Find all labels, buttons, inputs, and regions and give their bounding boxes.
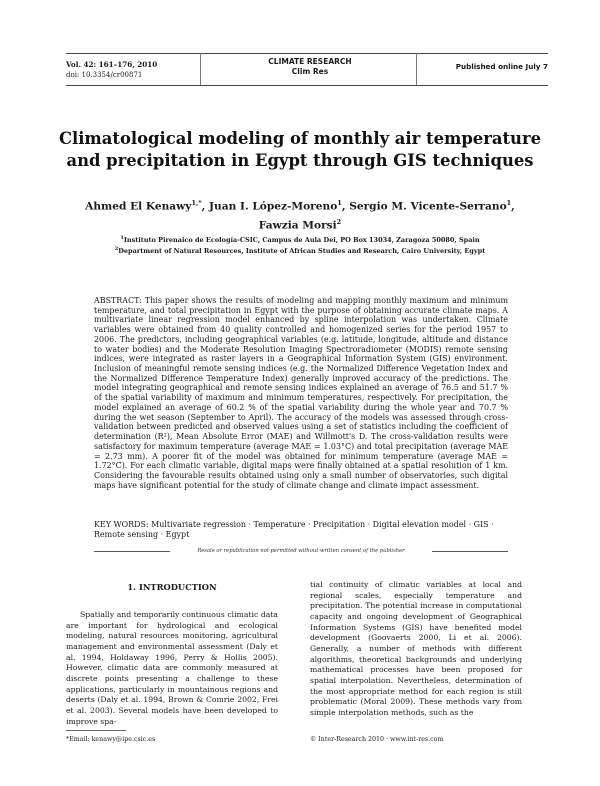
keywords <box>94 520 508 540</box>
keywords-text: Multivariate regression · Temperature · Precipitation · Digital elevation model · GIS · Remote sensing · Egypt <box>94 520 494 539</box>
journal-name: CLIMATE RESEARCH <box>268 57 352 66</box>
author-4-affil: 2 <box>336 217 342 226</box>
footnote-rule <box>66 730 126 731</box>
copyright: © Inter-Research 2010 · www.int-res.com <box>310 736 444 743</box>
author-1: Ahmed El Kenawy <box>85 200 192 213</box>
author-3-affil: 1 <box>506 199 512 207</box>
header-top-rule <box>66 53 548 54</box>
title-line-1: Climatological modeling of monthly air temperature <box>58 129 542 148</box>
notice-rule-right <box>432 551 508 552</box>
section-heading-introduction: 1. INTRODUCTION <box>127 582 217 592</box>
author-1-affil: 1,* <box>191 199 202 207</box>
abstract-text: This paper shows the results of modeling and mapping monthly maximum and minimum temperature, and total precipitation in Egypt with the purpose of obtaining accurate climate maps. A multivariate linear regression model enhanced by spline interpolation was undertaken. Climate variables were obtained from 40 quality controlled and homogenized series for the period 1957 to 2006. The predictors, including geographical variables (e.g. latitude, longitude, altitude and distance to water bodies) and the Moderate Resolution Imaging Spectroradiometer (MODIS) remote sensing indices, were integrated as raster layers in a Geographical Information System (GIS) environment. Inclusion of meaningful remote sensing indices (e.g. the Normalized Difference Vegetation Index and the Normalized Difference Temperature Index) generally improved accuracy of the predictions. The model integrating geographical and remote sensing indices explained an average of 76.5 and 51.7 % of the spatial variability of maximum and minimum temperatures, respectively. For precipitation, the model explained an average of 60.2 % of the spatial variability during the whole year and 70.7 % during the wet season (September to April). The accuracy of the models was assessed through cross-validation between predicted and observed values using a set of statistics including the coefficient of determination (R²), Mean Absolute Error (MAE) and Willmott's D. The cross-validation results were satisfactory for maximum temperature (average MAE = 1.03°C) and total precipitation (average MAE = 2.73 mm). A poorer fit of the model was obtained for minimum temperature (average MAE = 1.72°C). For each climatic variable, digital maps were finally obtained at a spatial resolution of 1 km. Considering the favourable results obtained using only a small number of observatories, such digital maps have significant potential for the study of climate change and climate impact assessment. <box>94 296 508 490</box>
doi: doi: 10.3354/cr00871 <box>66 71 143 79</box>
header-bottom-rule <box>66 85 548 86</box>
author-3: Sergio M. Vicente-Serrano <box>349 200 507 213</box>
affiliation-2-text: Department of Natural Resources, Institute of African Studies and Research, Cairo University, Egypt <box>118 247 486 256</box>
affiliation-2-number: 2 <box>114 246 119 253</box>
journal-short-name: Clim Res <box>291 67 329 76</box>
intro-paragraph-continued: tial continuity of climatic variables at local and regional scales, especially temperature and precipitation. The potential increase in computational capacity and ongoing development of Geographical Information Systems (GIS) have benefited model development (Goovaerts 2000, Li et al. 2006). Generally, a number of methods with different algorithms, theoretical backgrounds and underlying mathematical processes have been proposed for spatial interpolation. Nevertheless, determination of the most appropriate method for each region is still problematic (Moral 2009). These methods vary from simple interpolation methods, such as the <box>310 580 522 717</box>
affiliation-2 <box>70 245 530 256</box>
corresponding-email: *Email: kenawy@ipe.csic.es <box>66 736 156 743</box>
affiliation-1-text: Instituto Pirenaico de Ecología-CSIC, Campus de Aula Dei, PO Box 13034, Zaragoza 50080, Spain <box>123 236 480 245</box>
header-volume-block <box>66 60 192 80</box>
published-date: Published online July 7 <box>455 62 548 71</box>
author-2-affil: 1 <box>337 199 342 207</box>
author-list: Ahmed El Kenawy$^{1,*}$, Juan I. López-Moreno$^1$, Sergio M. Vicente-Serrano$^1$, Fawzia Morsi$^2$ <box>85 199 515 232</box>
title-line-2: and precipitation in Egypt through GIS techniques <box>66 151 534 170</box>
header-separator-left <box>200 53 201 85</box>
volume-info: Vol. 42: 161–176, 2010 <box>66 60 158 69</box>
abstract <box>94 296 508 490</box>
paper-title <box>40 128 560 172</box>
republication-notice: Resale or republication not permitted without written consent of the publisher <box>197 548 405 554</box>
intro-paragraph-1: Spatially and temporarily continuous climatic data are important for hydrological and ecological modeling, natural resources monitoring, agricultural management and environmental assessment (Daly et al. 1994, Holdaway 1996, Perry & Hollis 2005). However, climatic data are commonly measured at discrete points presenting a challenge to these applications, particularly in mountainous regions and deserts (Daly et al. 1994, Brown & Comrie 2002, Frei et al. 2003). Several models have been developed to improve spa- <box>66 610 278 726</box>
author-2: Juan I. López-Moreno <box>209 200 338 213</box>
affiliation-1-number: 1 <box>120 235 124 241</box>
journal-name-block <box>250 57 370 77</box>
author-4: Fawzia Morsi <box>258 219 337 232</box>
left-column <box>66 610 278 727</box>
abstract-label: ABSTRACT: <box>94 296 142 305</box>
keywords-label: KEY WORDS: <box>94 520 149 529</box>
affiliation-1 <box>70 234 530 245</box>
right-column <box>310 580 522 719</box>
affiliations <box>70 234 530 256</box>
